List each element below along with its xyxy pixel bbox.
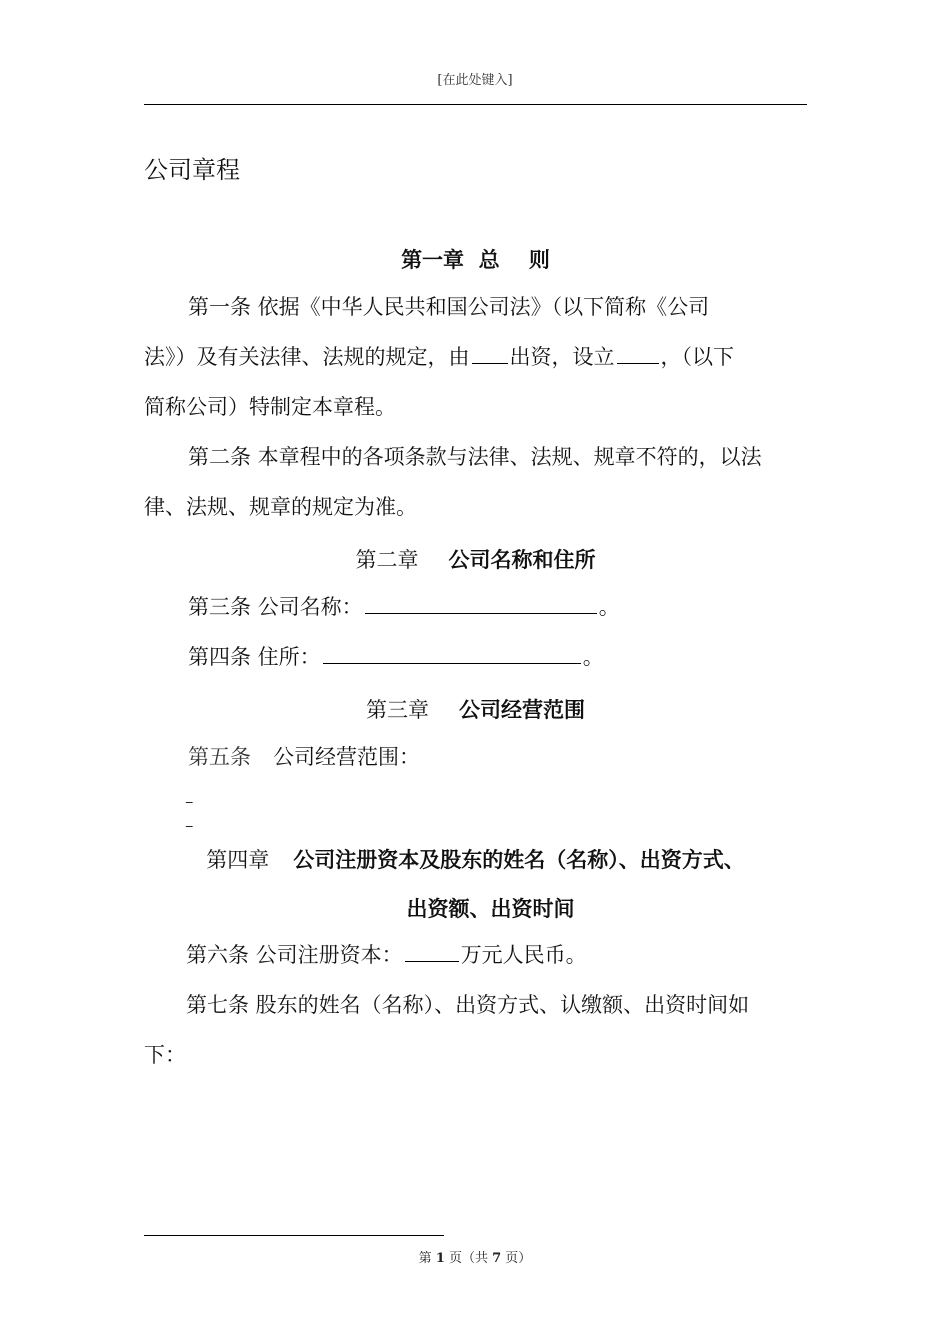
registered-capital-blank[interactable] [405,941,459,962]
article-2 [144,432,807,532]
article-1-line-2b: 出资，设立 [509,345,615,369]
article-6-end: 万元人民币。 [460,943,587,967]
footer-prefix: 第 [418,1251,436,1266]
article-7 [144,980,807,1080]
article-7-line-2: 下： [144,1043,186,1067]
chapter-2-title: 公司名称和住所 [448,548,596,572]
total-pages: 7 [492,1251,502,1266]
article-6-line [144,930,807,980]
current-page-number: 1 [435,1251,445,1266]
company-name-blank[interactable] [365,593,597,614]
article-3-label: 第三条 公司名称： [188,595,363,619]
article-4 [144,632,807,682]
header-placeholder[interactable]: [在此处键入] [437,73,513,88]
article-1-line-1: 第一条 依据《中华人民共和国公司法》（以下简称《公司 [188,295,710,319]
article-1-line-2a: 法》）及有关法律、法规的规定，由 [144,345,470,369]
chapter-4-heading [144,844,807,874]
investor-blank[interactable] [472,343,508,364]
footer-suffix: 页） [501,1251,532,1266]
article-3 [144,582,807,632]
article-1-line-3: 简称公司）特制定本章程。 [144,395,396,419]
company-blank[interactable] [617,343,659,364]
article-7-line-1: 第七条 股东的姓名（名称）、出资方式、认缴额、出资时间如 [186,993,750,1017]
header-rule [144,104,807,105]
business-scope-mark-1[interactable]: _ [186,789,193,804]
footer-mid: 页（共 [444,1251,493,1266]
article-1-line-2c: ，（以下 [660,345,734,369]
article-2-line-1: 第二条 本章程中的各项条款与法律、法规、规章不符的，以法 [188,445,762,469]
article-1-line-2 [144,332,807,382]
article-5-line [144,732,807,782]
chapter-2-heading [144,544,807,574]
article-6 [144,930,807,980]
chapter-1-heading: 第一章 总 则 [401,248,550,272]
article-3-end: 。 [598,595,620,619]
chapter-4-title-line-1: 公司注册资本及股东的姓名（名称）、出资方式、 [293,848,745,872]
footnote-separator [144,1235,444,1236]
article-4-label: 第四条 住所： [188,645,321,669]
document-title: 公司章程 [144,156,240,184]
article-4-end: 。 [582,645,604,669]
article-6-label: 第六条 公司注册资本： [186,943,403,967]
article-5-label: 公司经营范围： [273,745,420,769]
article-3-line [144,582,807,632]
business-scope-mark-2[interactable]: _ [186,813,193,828]
chapter-4-title-line-2: 出资额、出资时间 [406,897,575,921]
chapter-3-title: 公司经营范围 [459,698,585,722]
article-1 [144,282,807,432]
chapter-2-number: 第二章 [355,548,419,572]
chapter-3-heading [144,694,807,724]
article-2-line-2: 律、法规、规章的规定为准。 [144,495,417,519]
page-footer [0,1247,950,1266]
address-blank[interactable] [323,643,581,664]
chapter-3-number: 第三章 [366,698,429,722]
article-4-line [144,632,807,682]
article-5 [144,732,807,782]
article-5-number: 第五条 [188,745,251,769]
chapter-4-number: 第四章 [206,848,270,872]
